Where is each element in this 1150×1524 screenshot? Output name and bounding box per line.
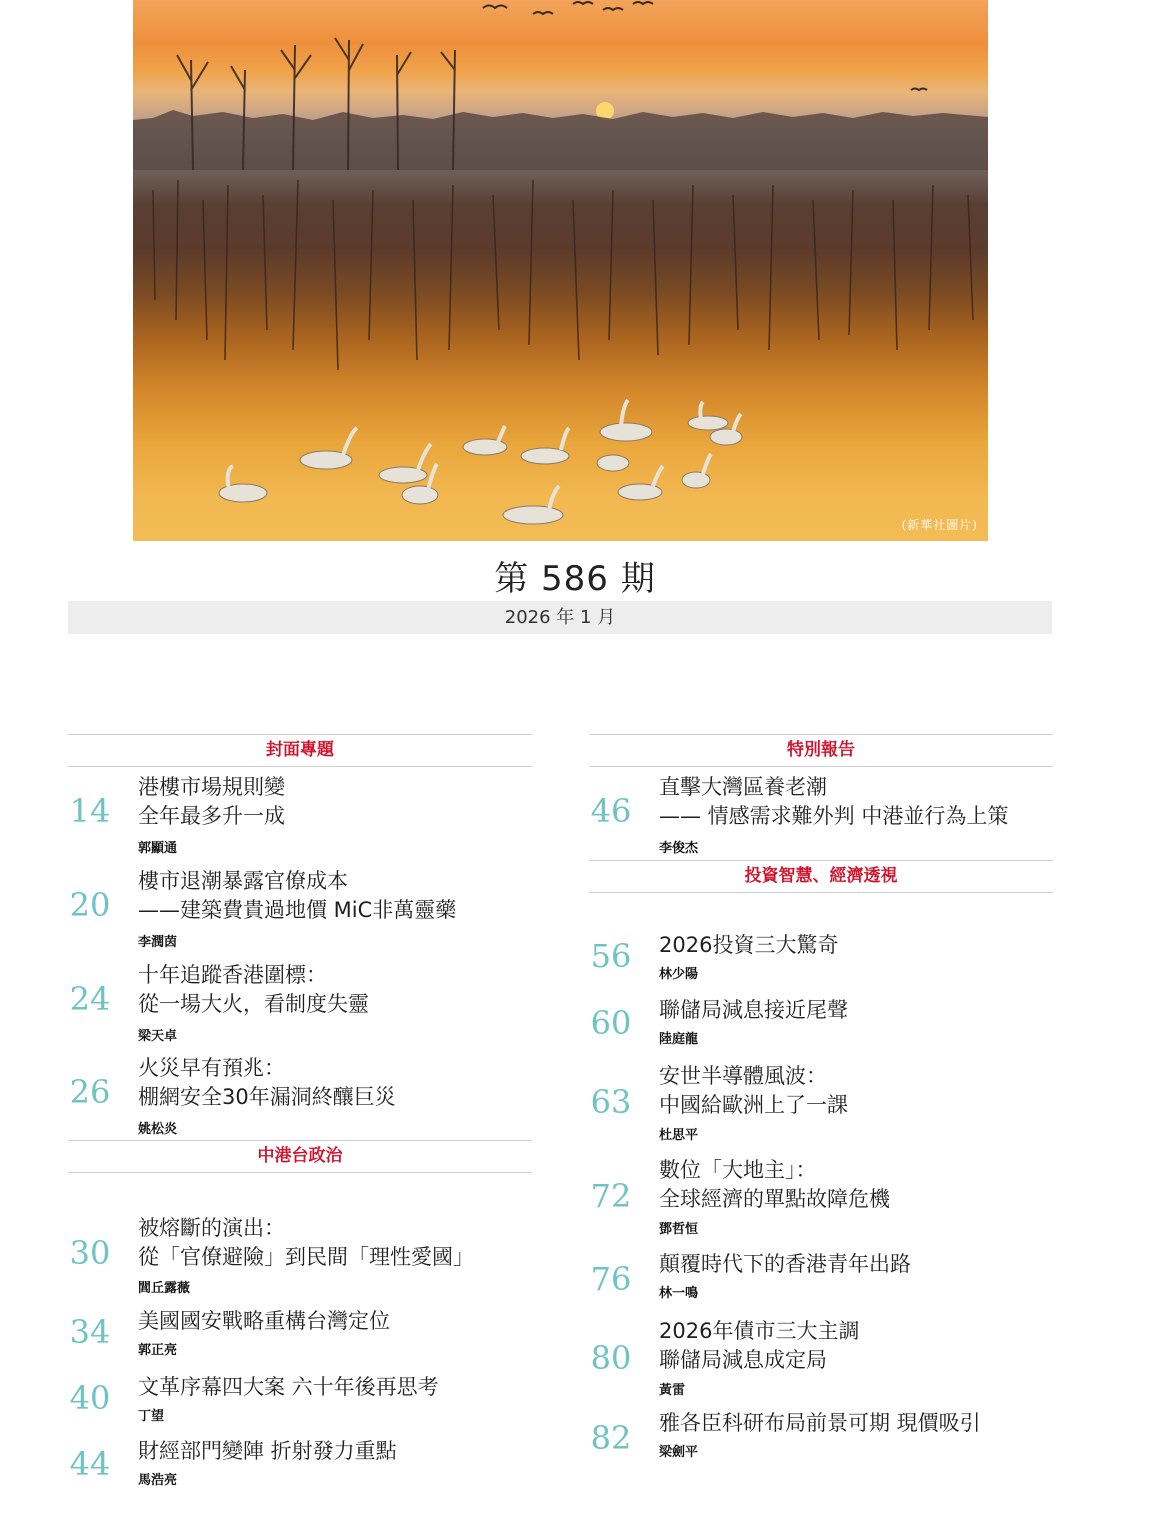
section-header-cover-story: 封面專題 xyxy=(68,734,532,767)
page-number: 44 xyxy=(69,1445,111,1483)
author-name: 梁劍平 xyxy=(659,1445,699,1460)
toc-left-column xyxy=(68,734,532,1488)
cover-photo xyxy=(133,0,988,541)
section-header-special-report: 特別報告 xyxy=(589,734,1053,767)
author-name: 林一鳴 xyxy=(659,1286,699,1301)
article-title-line: —— 情感需求難外判 中港並行為上策 xyxy=(659,804,1009,828)
author-name: 李俊杰 xyxy=(659,841,699,856)
page-number: 40 xyxy=(69,1379,111,1417)
page-number: 46 xyxy=(590,792,632,830)
author-name: 陸庭龍 xyxy=(659,1032,699,1047)
article-title-line: 被熔斷的演出： xyxy=(138,1216,285,1240)
article-title-line: 火災早有預兆： xyxy=(138,1056,285,1080)
article-title-line: 從一場大火，看制度失靈 xyxy=(138,992,369,1016)
sunset-lake-illustration xyxy=(133,0,988,541)
author-name: 丁望 xyxy=(138,1409,165,1424)
issue-date-bar xyxy=(68,601,1052,634)
article-title-line: 財經部門變陣 折射發力重點 xyxy=(138,1439,397,1463)
article-title-line: 中國給歐洲上了一課 xyxy=(659,1093,848,1117)
article-title-line: 從「官僚避險」到民間「理性愛國」 xyxy=(138,1245,474,1269)
author-name: 郭顯通 xyxy=(138,841,178,856)
author-name: 梁天卓 xyxy=(138,1029,178,1044)
author-name: 李潤茵 xyxy=(138,935,178,950)
section-header-politics: 中港台政治 xyxy=(68,1140,532,1173)
page-number: 80 xyxy=(590,1339,632,1377)
article-title-line: 棚網安全30年漏洞終釀巨災 xyxy=(138,1085,396,1109)
author-name: 黃雷 xyxy=(659,1383,686,1398)
article-title-line: ——建築費貴過地價 MiC非萬靈藥 xyxy=(138,898,457,922)
page-number: 72 xyxy=(590,1177,632,1215)
author-name: 杜思平 xyxy=(659,1128,699,1143)
page-number: 63 xyxy=(590,1083,632,1121)
page-number: 14 xyxy=(69,792,111,830)
page-number: 56 xyxy=(590,937,632,975)
page-number: 60 xyxy=(590,1004,632,1042)
article-title-line: 全年最多升一成 xyxy=(138,804,285,828)
section-header-investment: 投資智慧、經濟透視 xyxy=(589,860,1053,893)
article-title-line: 直擊大灣區養老潮 xyxy=(659,775,827,799)
page-number: 30 xyxy=(69,1234,111,1272)
article-title-line: 全球經濟的單點故障危機 xyxy=(659,1187,890,1211)
photo-credit: (新華社圖片) xyxy=(901,518,978,532)
article-title-line: 2026投資三大驚奇 xyxy=(659,933,839,957)
author-name: 郭正亮 xyxy=(138,1343,178,1358)
article-title-line: 十年追蹤香港圍標： xyxy=(138,963,327,987)
article-title-line: 聯儲局減息成定局 xyxy=(659,1348,827,1372)
page-number: 34 xyxy=(69,1313,111,1351)
issue-date: 2026 年 1 月 xyxy=(504,607,616,628)
author-name: 閭丘露薇 xyxy=(138,1281,191,1296)
author-name: 林少陽 xyxy=(659,967,699,982)
article-title-line: 樓市退潮暴露官僚成本 xyxy=(138,869,348,893)
article-title-line: 2026年債市三大主調 xyxy=(659,1319,860,1343)
article-title-line: 聯儲局減息接近尾聲 xyxy=(659,998,848,1022)
author-name: 馬浩亮 xyxy=(138,1473,178,1488)
article-title-line: 文革序幕四大案 六十年後再思考 xyxy=(138,1375,439,1399)
page-number: 20 xyxy=(69,886,111,924)
article-title-line: 美國國安戰略重構台灣定位 xyxy=(138,1309,390,1333)
article-title-line: 雅各臣科研布局前景可期 現價吸引 xyxy=(659,1411,981,1435)
article-title-line: 數位「大地主」： xyxy=(659,1158,817,1182)
issue-number: 第 586 期 xyxy=(494,559,656,599)
page-number: 82 xyxy=(590,1419,632,1457)
page-number: 76 xyxy=(590,1260,632,1298)
article-title-line: 港樓市場規則變 xyxy=(138,775,285,799)
toc-right-column xyxy=(589,734,1053,1460)
article-title-line: 安世半導體風波： xyxy=(659,1064,827,1088)
article-title-line: 顛覆時代下的香港青年出路 xyxy=(659,1252,911,1276)
author-name: 鄧哲恒 xyxy=(659,1222,699,1237)
page-number: 26 xyxy=(69,1073,111,1111)
author-name: 姚松炎 xyxy=(138,1122,178,1137)
page-number: 24 xyxy=(69,980,111,1018)
